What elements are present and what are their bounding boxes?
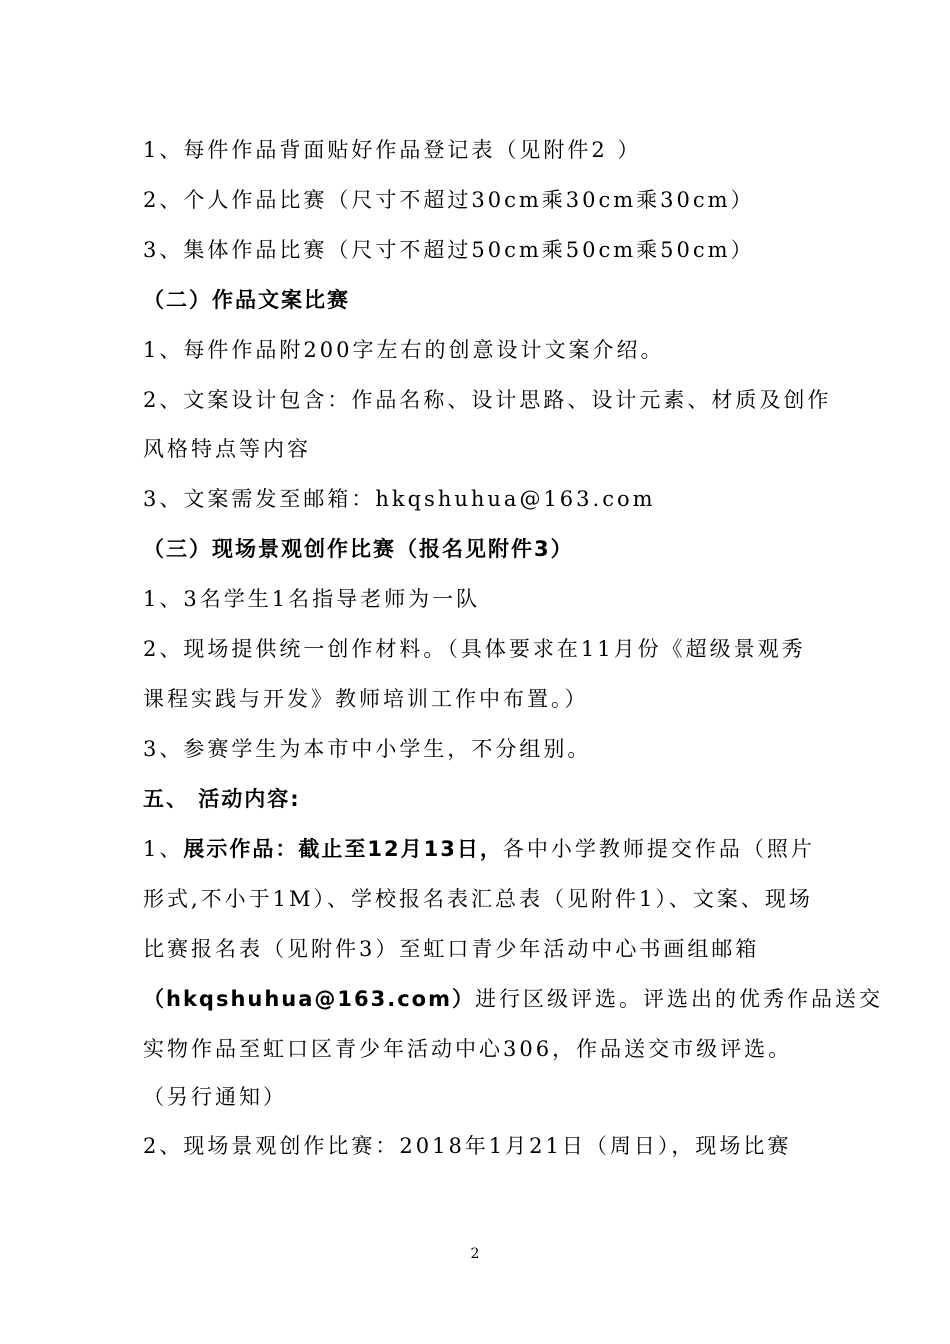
paragraph-line	[143, 834, 815, 864]
paragraph-line: 2、现场景观创作比赛：2018年1月21日（周日），现场比赛	[143, 1134, 792, 1158]
paragraph-line: 3、集体作品比赛（尺寸不超过50cm乘50cm乘50cm）	[143, 238, 755, 262]
line-text: 进行区级评选。评选出的优秀作品送交	[475, 987, 883, 1011]
paragraph-line: 课程实践与开发》教师培训工作中布置。）	[143, 687, 589, 711]
line-text: 各中小学教师提交作品（照片	[502, 837, 815, 861]
emphasis-email: （hkqshuhua@163.com）	[143, 987, 475, 1011]
paragraph-line: （另行通知）	[143, 1085, 287, 1109]
paragraph-line: 形式,不小于1M）、学校报名表汇总表（见附件1）、文案、现场	[143, 887, 813, 911]
paragraph-line: 1、每件作品附200字左右的创意设计文案介绍。	[143, 338, 665, 362]
paragraph-line: 2、个人作品比赛（尺寸不超过30cm乘30cm乘30cm）	[143, 188, 755, 212]
paragraph-line: 风格特点等内容	[143, 437, 311, 461]
paragraph-line: 2、现场提供统一创作材料。（具体要求在11月份《超级景观秀	[143, 637, 806, 661]
paragraph-line: 比赛报名表（见附件3）至虹口青少年活动中心书画组邮箱	[143, 937, 760, 961]
section-heading: 五、 活动内容:	[143, 787, 301, 811]
section-heading: （二）作品文案比赛	[143, 288, 350, 312]
paragraph-line	[143, 984, 883, 1014]
page-number: 2	[470, 1246, 480, 1262]
paragraph-line: 3、参赛学生为本市中小学生，不分组别。	[143, 737, 592, 761]
line-prefix: 1、	[143, 837, 184, 861]
section-heading: （三）现场景观创作比赛（报名见附件3）	[143, 537, 574, 561]
paragraph-line: 实物作品至虹口区青少年活动中心306，作品送交市级评选。	[143, 1037, 793, 1061]
paragraph-line: 2、文案设计包含：作品名称、设计思路、设计元素、材质及创作	[143, 388, 832, 412]
paragraph-line: 1、每件作品背面贴好作品登记表（见附件2 ）	[143, 138, 642, 162]
paragraph-line: 3、文案需发至邮箱：hkqshuhua@163.com	[143, 487, 656, 511]
emphasis-text: 展示作品：截止至12月13日，	[183, 837, 503, 861]
paragraph-line: 1、3名学生1名指导老师为一队	[143, 587, 481, 611]
